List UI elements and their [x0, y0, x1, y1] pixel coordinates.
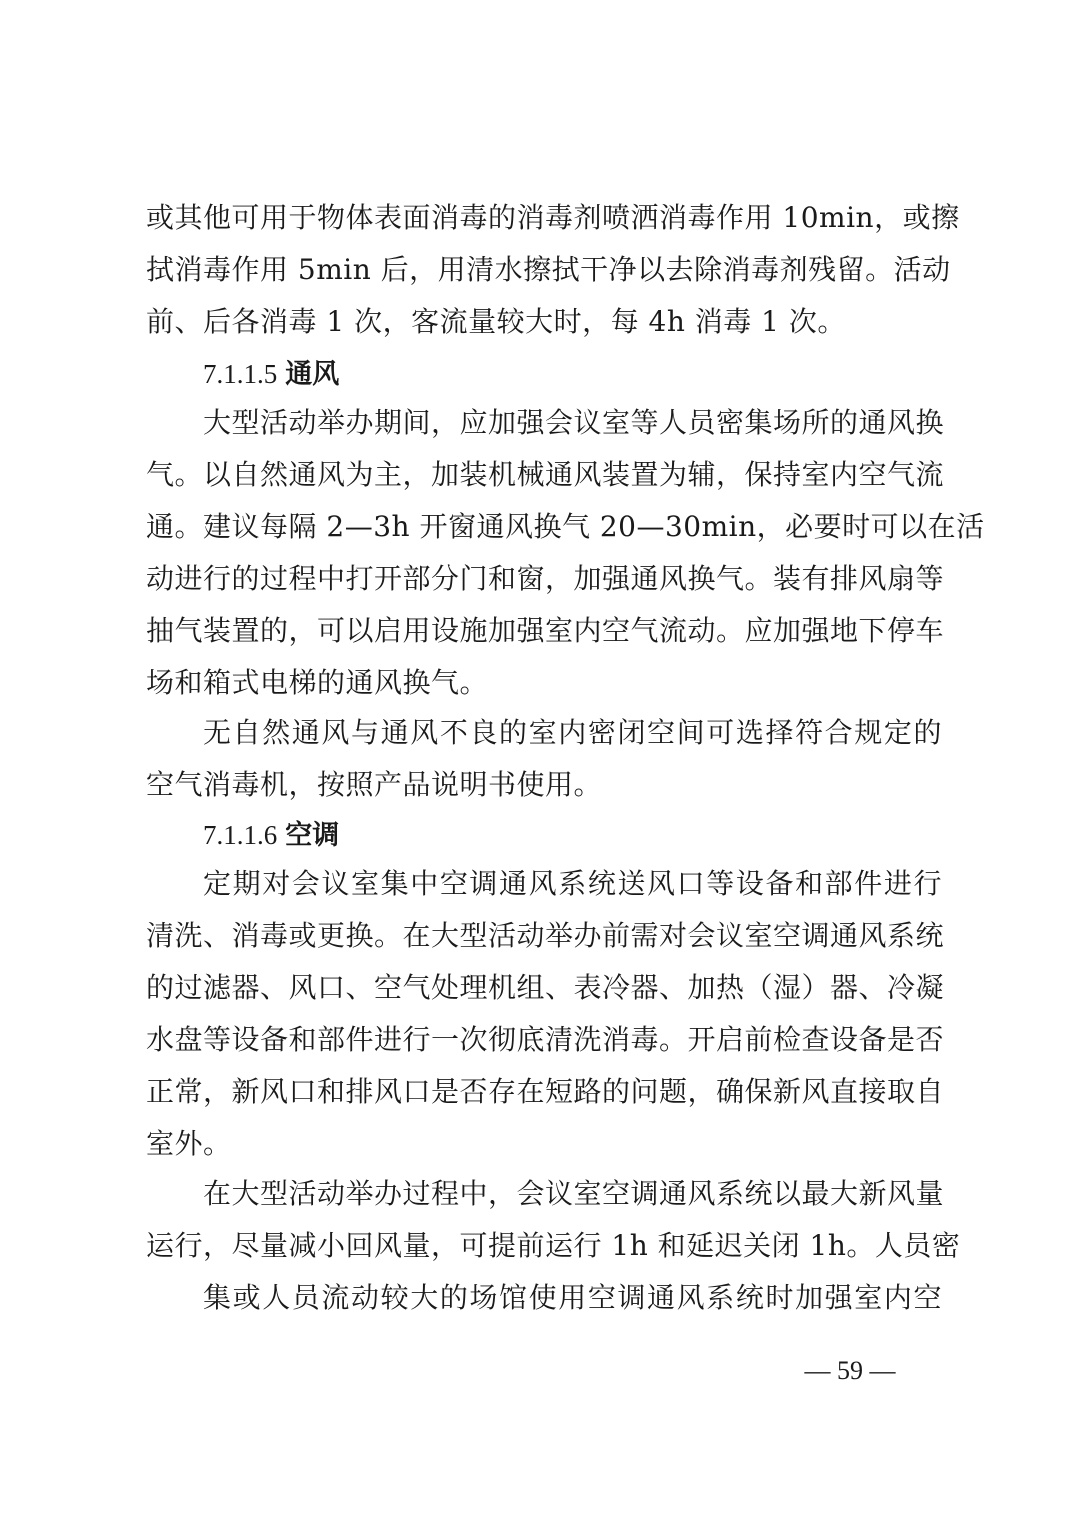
paragraph-line: 清洗、消毒或更换。在大型活动举办前需对会议室空调通风系统 [146, 919, 945, 952]
paragraph-line: 动进行的过程中打开部分门和窗，加强通风换气。装有排风扇等 [146, 562, 945, 595]
section-title: 通风 [285, 359, 340, 390]
paragraph-line: 的过滤器、风口、空气处理机组、表冷器、加热（湿）器、冷凝 [146, 971, 945, 1004]
paragraph-line: 室外。 [146, 1127, 232, 1160]
paragraph-line: 场和箱式电梯的通风换气。 [146, 666, 489, 699]
paragraph-line: 空气消毒机，按照产品说明书使用。 [146, 768, 603, 801]
paragraph-line: 拭消毒作用 5min 后，用清水擦拭干净以去除消毒剂残留。活动 [146, 253, 951, 286]
paragraph-line: 通。建议每隔 2—3h 开窗通风换气 20—30min，必要时可以在活 [146, 510, 985, 543]
paragraph-line: 集或人员流动较大的场馆使用空调通风系统时加强室内空 [203, 1281, 942, 1314]
paragraph-line: 水盘等设备和部件进行一次彻底清洗消毒。开启前检查设备是否 [146, 1023, 945, 1056]
section-number: 7.1.1.5 [203, 359, 278, 389]
paragraph-line: 定期对会议室集中空调通风系统送风口等设备和部件进行 [203, 867, 942, 900]
paragraph-line: 或其他可用于物体表面消毒的消毒剂喷洒消毒作用 10min，或擦 [146, 201, 960, 234]
section-heading-ventilation [203, 348, 339, 400]
paragraph-line: 抽气装置的，可以启用设施加强室内空气流动。应加强地下停车 [146, 614, 945, 647]
paragraph-line: 无自然通风与通风不良的室内密闭空间可选择符合规定的 [203, 716, 942, 749]
paragraph-line: 正常，新风口和排风口是否存在短路的问题，确保新风直接取自 [146, 1075, 945, 1108]
page-number: — 59 — [804, 1356, 896, 1385]
section-heading-air-conditioning [203, 809, 339, 861]
section-number: 7.1.1.6 [203, 820, 278, 850]
paragraph-line: 在大型活动举办过程中，会议室空调通风系统以最大新风量 [203, 1177, 945, 1210]
paragraph-line: 运行，尽量减小回风量，可提前运行 1h 和延迟关闭 1h。人员密 [146, 1229, 961, 1262]
paragraph-line: 大型活动举办期间，应加强会议室等人员密集场所的通风换 [203, 406, 945, 439]
section-title: 空调 [285, 820, 340, 851]
paragraph-line: 气。以自然通风为主，加装机械通风装置为辅，保持室内空气流 [146, 458, 945, 491]
paragraph-line: 前、后各消毒 1 次，客流量较大时，每 4h 消毒 1 次。 [146, 305, 846, 338]
